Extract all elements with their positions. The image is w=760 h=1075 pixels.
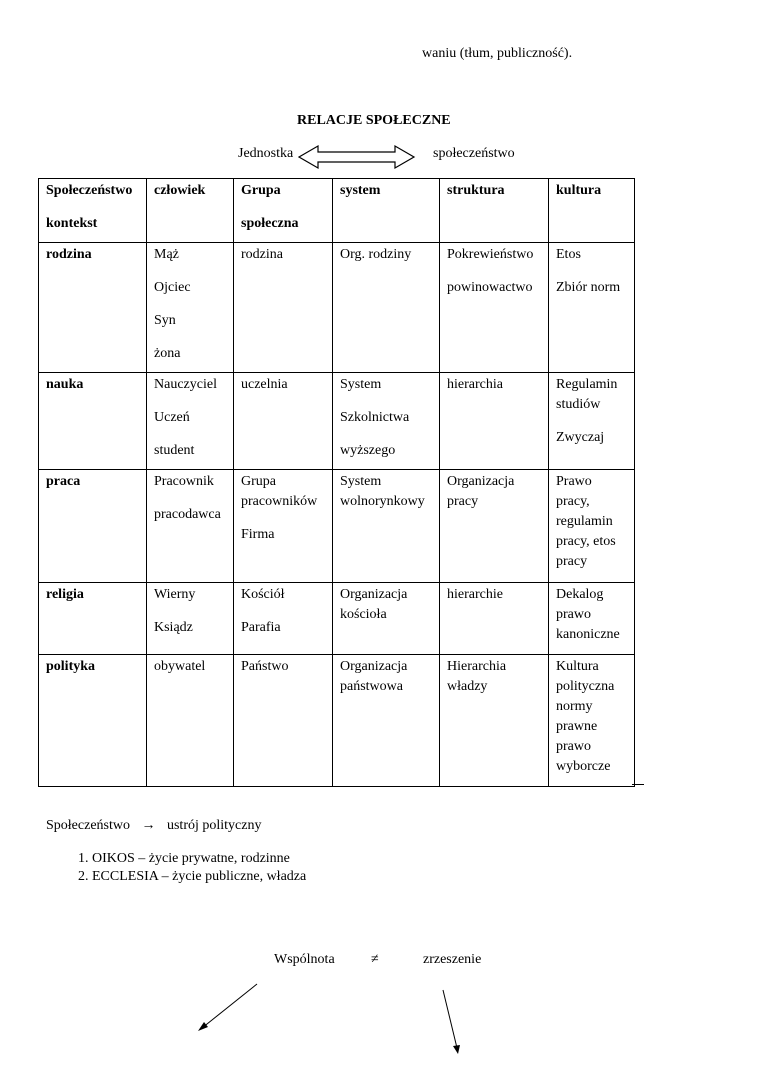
right-arrow-icon: → (141, 818, 156, 833)
society-line (46, 818, 261, 834)
cell-text: Uczeń (154, 410, 190, 425)
cell-text: Pracownik (154, 474, 214, 489)
page-title: RELACJE SPOŁECZNE (297, 113, 451, 128)
list-item: 2. ECCLESIA – życie publiczne, władza (92, 868, 306, 886)
cell-text: Pokrewieństwo (447, 247, 534, 262)
cell-text: żona (154, 346, 181, 361)
table-row (39, 470, 635, 583)
cell-kultura (549, 243, 635, 373)
row-context: praca (39, 470, 147, 583)
table-row (39, 243, 635, 373)
cell-text: Nauczyciel (154, 377, 217, 392)
branch-arrows (190, 978, 480, 1068)
cell-kultura (549, 373, 635, 470)
table-rule-extension (632, 784, 644, 785)
cell-text: Mąż (154, 247, 179, 262)
cell-czlowiek (147, 583, 234, 655)
regime-label: ustrój polityczny (166, 818, 262, 833)
cell-system: Organizacja państwowa (333, 655, 440, 787)
header-text: Grupa (241, 183, 281, 198)
cell-text: Ojciec (154, 280, 191, 295)
relations-table (38, 178, 635, 787)
cell-struktura: hierarchia (440, 373, 549, 470)
header-text: kultura (556, 183, 602, 198)
header-kultura (549, 179, 635, 243)
axis-right-label: społeczeństwo (433, 146, 515, 161)
double-arrow-icon (298, 144, 416, 170)
cell-system: System wolnorynkowy (333, 470, 440, 583)
cell-text: System (340, 377, 382, 392)
cell-text: powinowactwo (447, 280, 533, 295)
society-label: Społeczeństwo (46, 818, 130, 833)
cell-struktura: Organizacja pracy (440, 470, 549, 583)
not-equal-icon: ≠ (371, 952, 379, 967)
cell-text: Ksiądz (154, 620, 193, 635)
cell-system (333, 373, 440, 470)
cell-text: Wierny (154, 587, 196, 602)
cell-struktura (440, 243, 549, 373)
row-context: religia (39, 583, 147, 655)
cell-text: Syn (154, 313, 176, 328)
cell-struktura: Hierarchia władzy (440, 655, 549, 787)
axis-left-label: Jednostka (238, 146, 294, 161)
cell-kultura: Dekalog prawo kanoniczne (549, 583, 635, 655)
down-arrow-icon (443, 990, 460, 1054)
cell-text: Regulamin studiów (556, 377, 618, 412)
cell-text: Firma (241, 527, 275, 542)
cell-text: Kościół (241, 587, 285, 602)
row-context: nauka (39, 373, 147, 470)
cell-grupa (234, 583, 333, 655)
cell-czlowiek (147, 373, 234, 470)
top-text-fragment: waniu (tłum, publiczność). (422, 46, 573, 61)
cell-czlowiek: obywatel (147, 655, 234, 787)
cell-grupa: Państwo (234, 655, 333, 787)
header-text: kontekst (46, 216, 98, 231)
cell-text: pracodawca (154, 507, 221, 522)
cell-struktura: hierarchie (440, 583, 549, 655)
cell-grupa: uczelnia (234, 373, 333, 470)
cell-grupa: rodzina (234, 243, 333, 373)
header-context (39, 179, 147, 243)
row-context: rodzina (39, 243, 147, 373)
cell-text: wyższego (340, 443, 396, 458)
cell-czlowiek (147, 470, 234, 583)
cell-text: student (154, 443, 195, 458)
row-context: polityka (39, 655, 147, 787)
cell-text: Etos (556, 247, 581, 262)
cell-text: Zwyczaj (556, 430, 605, 445)
cell-kultura: Prawo pracy, regulamin pracy, etos pracy (549, 470, 635, 583)
cell-kultura: Kultura polityczna normy prawne prawo wyborcze (549, 655, 635, 787)
header-text: system (340, 183, 381, 198)
header-text: Społeczeństwo (46, 183, 133, 198)
table-row (39, 583, 635, 655)
header-text: struktura (447, 183, 505, 198)
list-item: 1. OIKOS – życie prywatne, rodzinne (92, 850, 306, 868)
table-header-row (39, 179, 635, 243)
numbered-list (70, 850, 306, 886)
left-arrow-icon (198, 984, 257, 1031)
cell-text: Zbiór norm (556, 280, 621, 295)
cell-system: Organizacja kościoła (333, 583, 440, 655)
header-grupa (234, 179, 333, 243)
header-czlowiek (147, 179, 234, 243)
header-text: społeczna (241, 216, 299, 231)
cell-text: Parafia (241, 620, 281, 635)
header-text: człowiek (154, 183, 206, 198)
cell-text: Grupa pracowników (241, 474, 318, 509)
table-row (39, 373, 635, 470)
cell-system: Org. rodziny (333, 243, 440, 373)
table-row (39, 655, 635, 787)
cell-grupa (234, 470, 333, 583)
cell-text: Szkolnictwa (340, 410, 410, 425)
cell-czlowiek (147, 243, 234, 373)
community-label: Wspólnota (274, 952, 335, 967)
header-struktura (440, 179, 549, 243)
header-system (333, 179, 440, 243)
association-label: zrzeszenie (423, 952, 482, 967)
